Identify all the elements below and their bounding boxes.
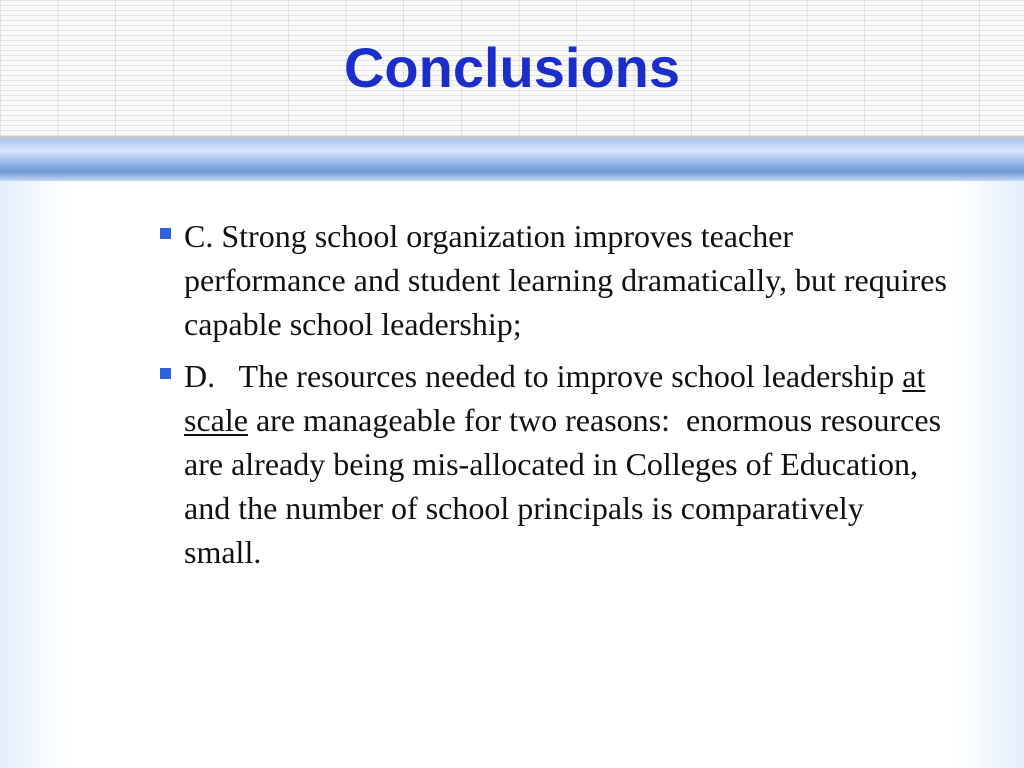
emphasis-at-scale: at scale [184, 358, 926, 438]
bullet-list [158, 214, 948, 582]
bullet-item-d [158, 354, 948, 574]
bullet-text-suffix: are manageable for two reasons: enormous resources are already being mis-allocated in Colleges of Education, and the number of school principals is comparatively small. [184, 402, 950, 570]
bullet-text: C. Strong school organization improves teacher performance and student learning dramatically, but requires capable school leadership; [184, 218, 947, 342]
bullet-text-prefix: D. The resources needed to improve school leadership [184, 358, 903, 394]
accent-bar [0, 139, 1024, 181]
square-bullet-icon [160, 228, 171, 239]
bullet-item-c [158, 214, 948, 346]
square-bullet-icon [160, 368, 171, 379]
slide-title: Conclusions [343, 36, 681, 99]
